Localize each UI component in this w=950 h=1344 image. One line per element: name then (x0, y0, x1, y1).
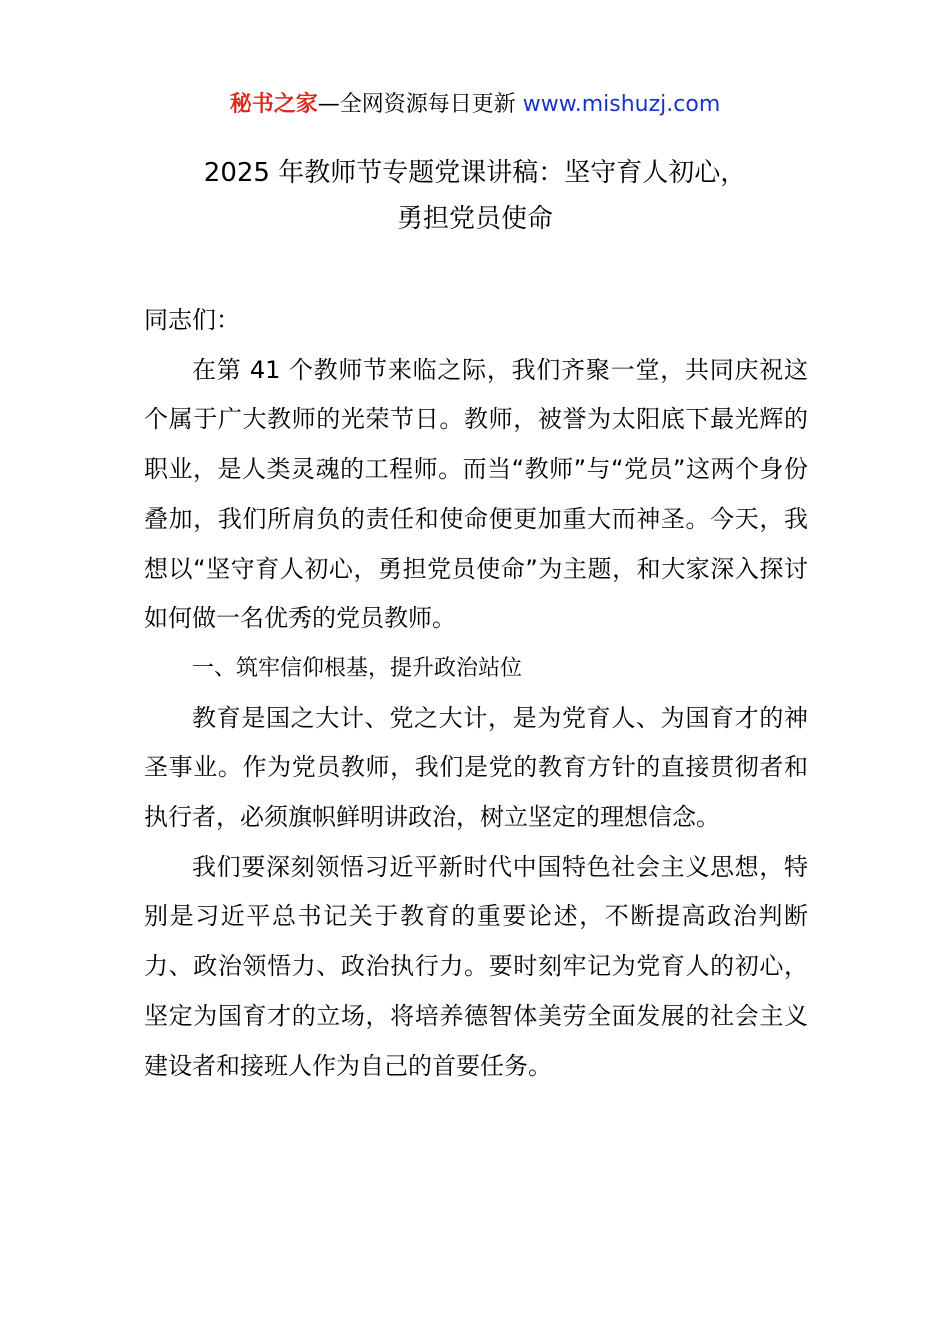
document-body (144, 296, 808, 1091)
paragraph-intro: 在第 41 个教师节来临之际，我们齐聚一堂，共同庆祝这个属于广大教师的光荣节日。教师，被誉为太阳底下最光辉的职业，是人类灵魂的工程师。而当“教师”与“党员”这两个身份叠加，我们所肩负的责任和使命便更加重大而神圣。今天，我想以“坚守育人初心，勇担党员使命”为主题，和大家深入探讨如何做一名优秀的党员教师。 (144, 355, 808, 633)
section-heading-1: 一、筑牢信仰根基，提升政治站位 (192, 655, 523, 681)
paragraph-education: 教育是国之大计、党之大计，是为党育人、为国育才的神圣事业。作为党员教师，我们是党的教育方针的直接贯彻者和执行者，必须旗帜鲜明讲政治，树立坚定的理想信念。 (144, 703, 808, 832)
document-title (100, 150, 850, 242)
document-title-line-2: 勇担党员使命 (396, 204, 553, 234)
salutation: 同志们： (144, 306, 240, 334)
site-header (0, 90, 950, 120)
paragraph-study: 我们要深刻领悟习近平新时代中国特色社会主义思想，特别是习近平总书记关于教育的重要论述，不断提高政治判断力、政治领悟力、政治执行力。要时刻牢记为党育人的初心，坚定为国育才的立场，将培养德智体美劳全面发展的社会主义建设者和接班人作为自己的首要任务。 (144, 852, 808, 1080)
site-brand: 秘书之家 (229, 92, 318, 117)
document-title-line-1: 2025 年教师节专题党课讲稿：坚守育人初心， (203, 158, 747, 188)
site-url-link[interactable]: www.mishuzj.com (522, 92, 721, 117)
site-tagline: —全网资源每日更新 (317, 92, 523, 117)
